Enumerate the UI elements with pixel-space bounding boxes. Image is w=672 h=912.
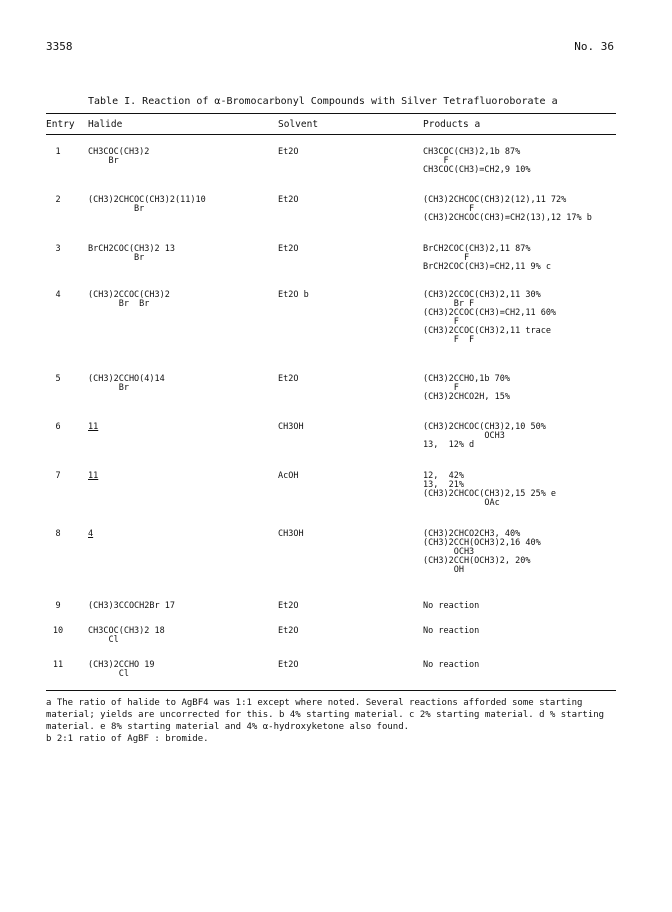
entry-number: 9 [55,601,61,611]
header-products: Products a [423,119,481,130]
products-cell: 12, 42% 13, 21% (CH3)2CHCOC(CH3)2,15 25% e OAc [423,471,557,508]
halide-cell: 11 [88,422,99,432]
entry-number: 4 [55,290,61,300]
journal-issue: No. 36 [574,40,614,53]
halide-cell: CH3COC(CH3)2 18 Cl [88,626,165,645]
products-cell: No reaction [423,626,480,636]
header-entry: Entry [46,119,75,130]
entry-number: 7 [55,471,61,481]
solvent-cell: CH3OH [278,529,304,539]
entry-number: 3 [55,244,61,254]
products-cell: BrCH2COC(CH3)2,11 87% F BrCH2COC(CH3)=CH2,11 9% c [423,244,551,272]
solvent-cell: CH3OH [278,422,304,432]
halide-cell: CH3COC(CH3)2 Br [88,147,150,166]
halide-cell: 4 [88,529,94,539]
products-cell: No reaction [423,660,480,670]
solvent-cell: Et2O [278,374,299,384]
solvent-cell: Et2O [278,601,299,611]
solvent-cell: Et2O [278,195,299,205]
footnote-a: a The ratio of halide to AgBF4 was 1:1 except where noted. Several reactions afforded some starting material; yields are uncorrected for this. b 4% starting material. c 2% starting material. d % starting material. e 8% starting material and 4% α-hydroxyketone also found. [46,698,605,732]
halide-cell: (CH3)3CCOCH2Br 17 [88,601,175,611]
solvent-cell: Et2O [278,147,299,157]
table-bottom-rule [46,690,616,691]
halide-cell: 11 [88,471,99,481]
solvent-cell: AcOH [278,471,299,481]
products-cell: (CH3)2CHCOC(CH3)2(12),11 72% F (CH3)2CHCOC(CH3)=CH2(13),12 17% b [423,195,592,223]
table-header-rule [46,134,616,135]
entry-number: 2 [55,195,61,205]
entry-number: 5 [55,374,61,384]
entry-number: 8 [55,529,61,539]
table-top-rule [46,113,616,114]
products-cell: (CH3)2CHCO2CH3, 40% (CH3)2CCH(OCH3)2,16 40% OCH3 (CH3)2CCH(OCH3)2, 20% OH [423,529,541,575]
entry-number: 10 [52,626,64,636]
halide-cell: BrCH2COC(CH3)2 13 Br [88,244,175,263]
halide-cell: (CH3)2CCOC(CH3)2 Br Br [88,290,170,309]
halide-cell: (CH3)2CHCOC(CH3)2(11)10 Br [88,195,206,214]
footnote-b: b 2:1 ratio of AgBF : bromide. [46,734,209,744]
entry-number: 6 [55,422,61,432]
solvent-cell: Et2O b [278,290,309,300]
products-cell: (CH3)2CHCOC(CH3)2,10 50% OCH3 13, 12% d [423,422,546,450]
products-cell: CH3COC(CH3)2,1b 87% F CH3COC(CH3)=CH2,9 10% [423,147,531,175]
solvent-cell: Et2O [278,244,299,254]
products-cell: (CH3)2CCOC(CH3)2,11 30% Br F (CH3)2CCOC(CH3)=CH2,11 60% F (CH3)2CCOC(CH3)2,11 trace F F [423,290,557,345]
header-halide: Halide [88,119,123,130]
table-footnotes [46,697,616,745]
solvent-cell: Et2O [278,626,299,636]
halide-cell: (CH3)2CCHO(4)14 Br [88,374,165,393]
products-cell: (CH3)2CCHO,1b 70% F (CH3)2CHCO2H, 15% [423,374,510,402]
products-cell: No reaction [423,601,480,611]
solvent-cell: Et2O [278,660,299,670]
table-caption: Table I. Reaction of α-Bromocarbonyl Compounds with Silver Tetrafluoroborate a [88,96,558,107]
page-number: 3358 [46,40,73,53]
header-solvent: Solvent [278,119,319,130]
entry-number: 11 [52,660,64,670]
entry-number: 1 [55,147,61,157]
halide-cell: (CH3)2CCHO 19 Cl [88,660,155,679]
